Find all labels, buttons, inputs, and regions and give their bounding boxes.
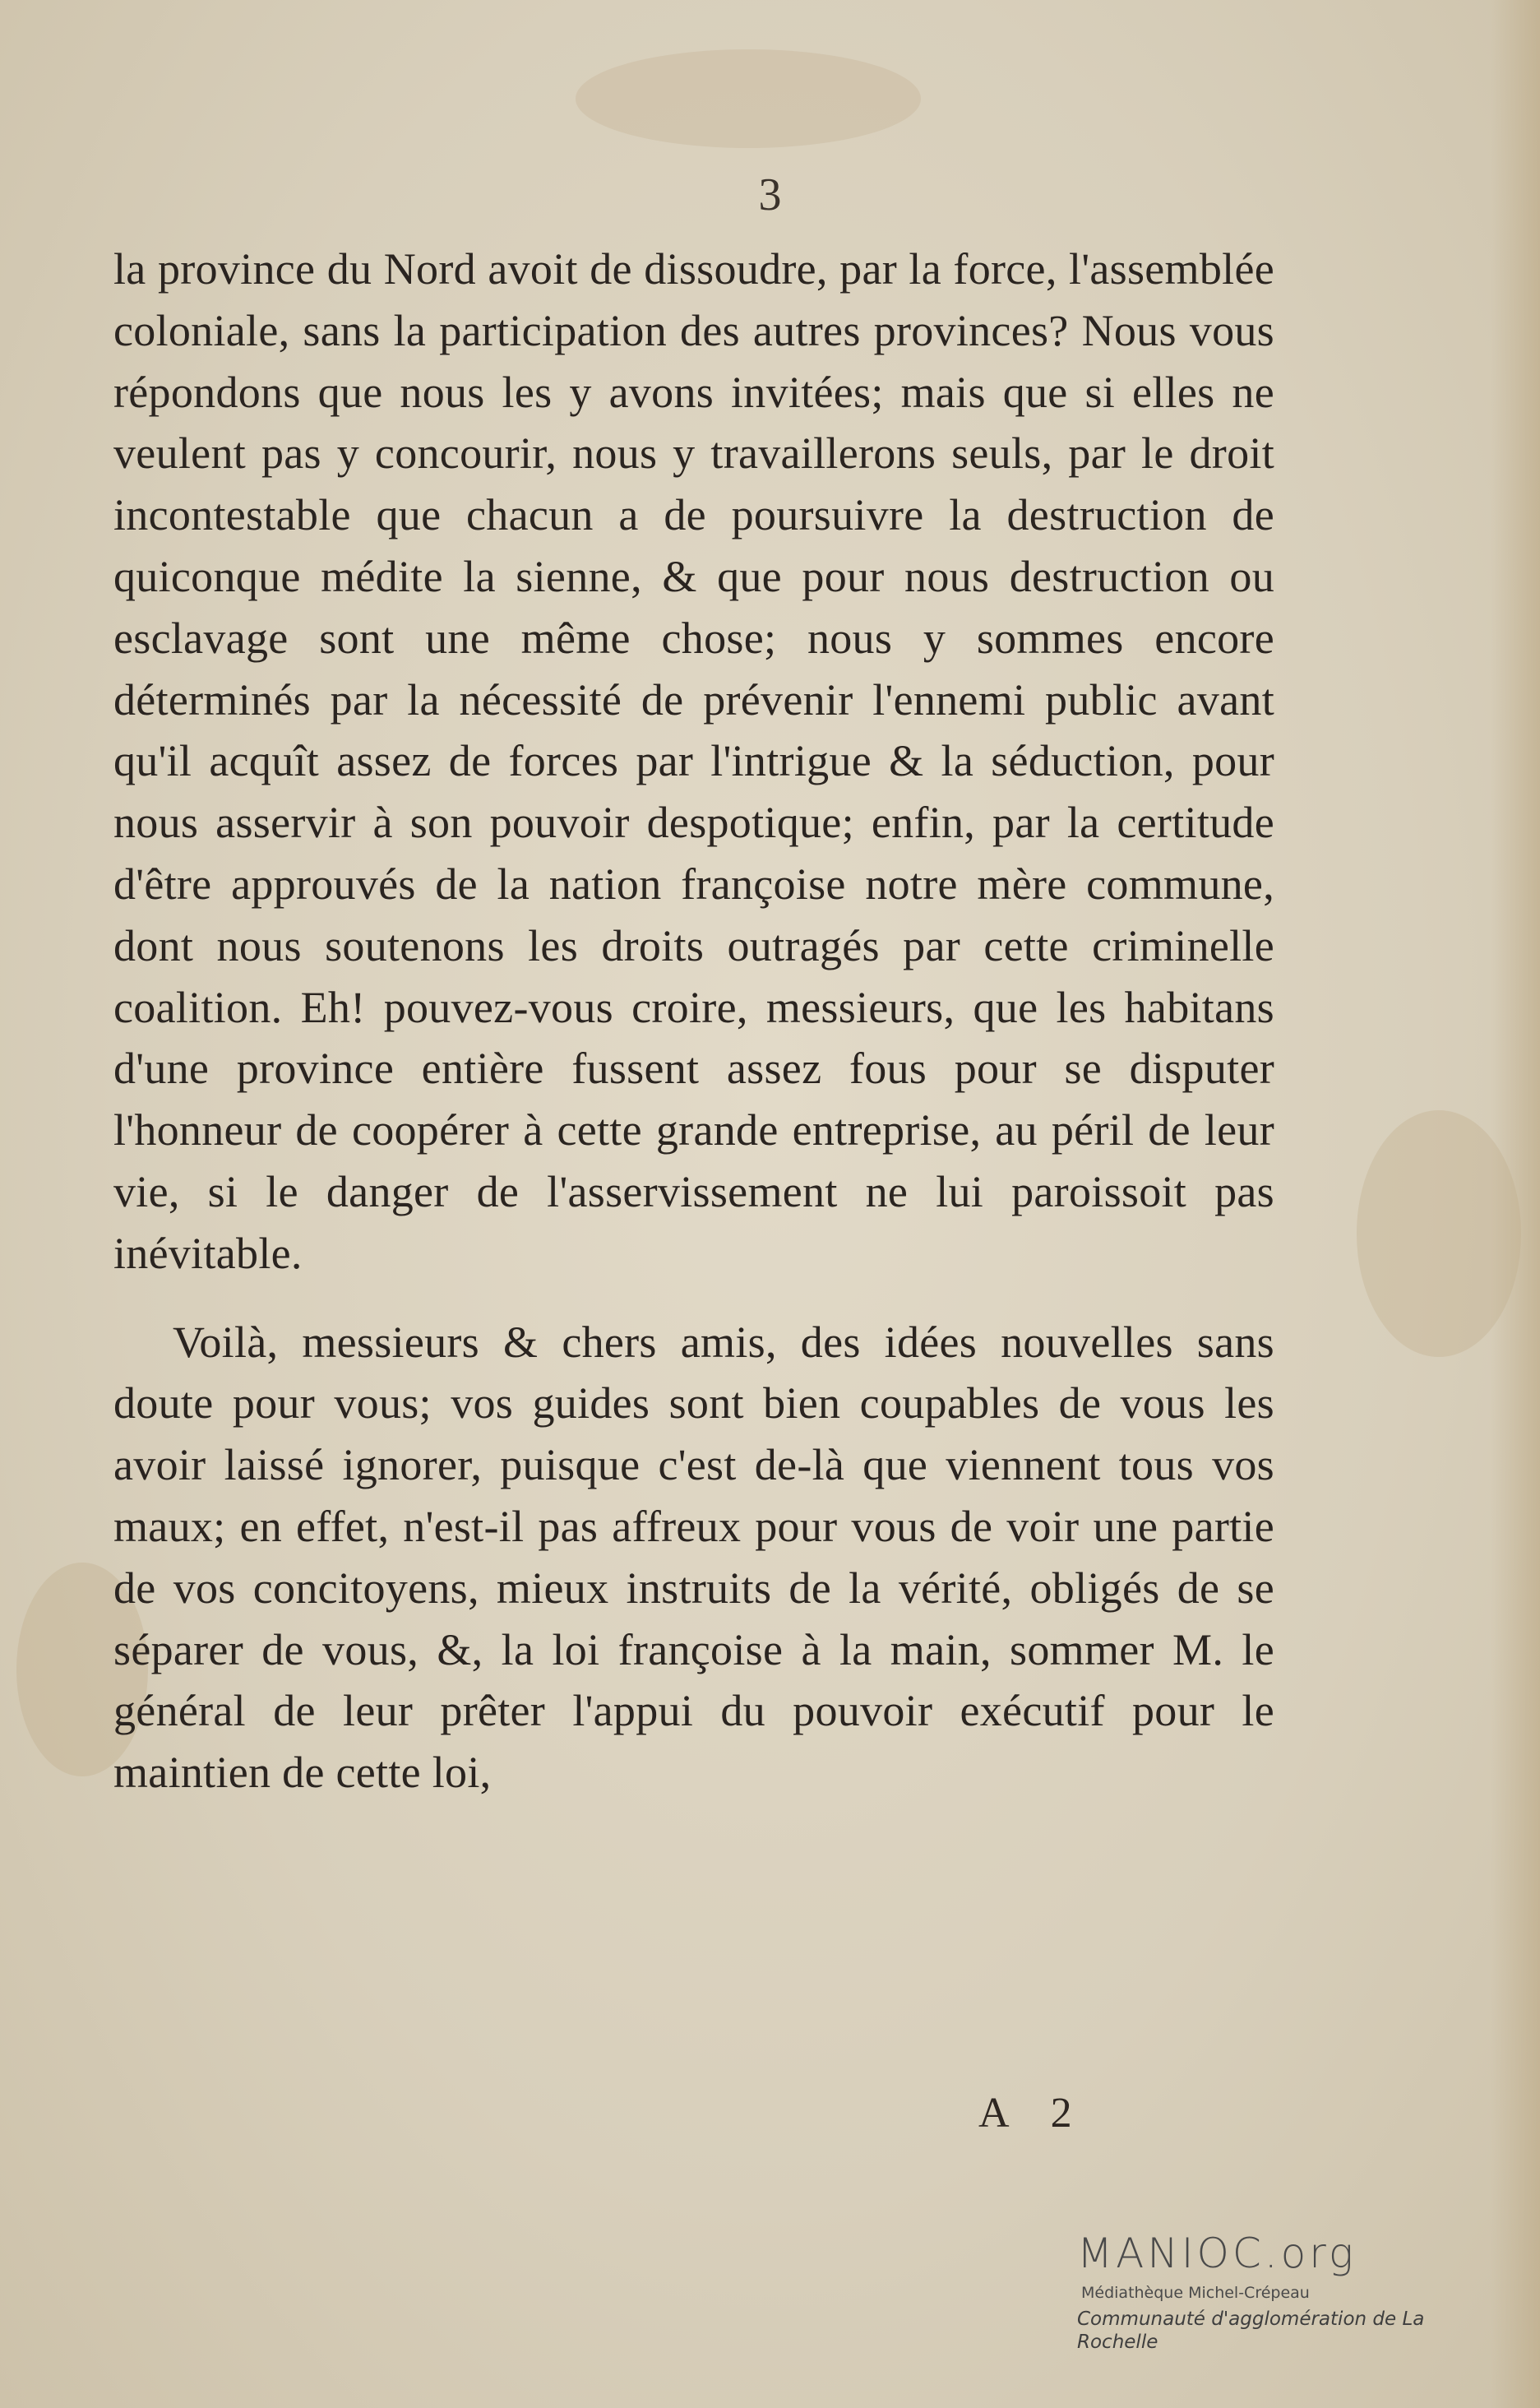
paper-stain xyxy=(576,49,921,148)
paragraph-1: la province du Nord avoit de dissoudre, par la force, l'assemblée coloniale, sans la participation des autres provinces? Nous vous répondons que nous les y avons invitées; mais que si elles ne veulent pas y concourir, nous y travaillerons seuls, par le droit incontestable que chacun a de poursuivre la destruction de quiconque médite la sienne, & que pour nous destruction ou esclavage sont une même chose; nous y sommes encore déterminés par la nécessité de prévenir l'ennemi public avant qu'il acquît assez de forces par l'intrigue & la séduction, pour nous asservir à son pouvoir despotique; enfin, par la certitude d'être approuvés de la nation françoise notre mère commune, dont nous soutenons les droits outragés par cette criminelle coalition. Eh! pouvez-vous croire, messieurs, que les habitans d'une province entière fussent assez fous pour se disputer l'honneur de coopérer à cette grande entreprise, au péril de leur vie, si le danger de l'asservissement ne lui paroissoit pas inévitable. xyxy=(113,244,1274,1278)
watermark-brand: MANIOC.org xyxy=(1077,2230,1357,2277)
printer-signature-mark: A 2 xyxy=(978,2090,1089,2137)
manioc-watermark-logo xyxy=(1077,2229,1505,2354)
page-number: 3 xyxy=(758,169,782,220)
page-edge-shadow xyxy=(1491,0,1540,2408)
paragraph-2: Voilà, messieurs & chers amis, des idées nouvelles sans doute pour vous; vos guides sont bien coupables de vous les avoir laissé ignorer, puisque c'est de-là que viennent tous vos maux; en effet, n'est-il pas affreux pour vous de voir une partie de vos concitoyens, mieux instruits de la vérité, obligés de se séparer de vous, &, la loi françoise à la main, sommer M. le général de leur prêter l'appui du pouvoir exécutif pour le maintien de cette loi, xyxy=(113,1317,1274,1798)
body-text xyxy=(113,238,1274,1804)
watermark-library: Médiathèque Michel-Crépeau xyxy=(1081,2284,1310,2302)
watermark-agency: Communauté d'agglomération de La Rochelle xyxy=(1077,2308,1425,2353)
